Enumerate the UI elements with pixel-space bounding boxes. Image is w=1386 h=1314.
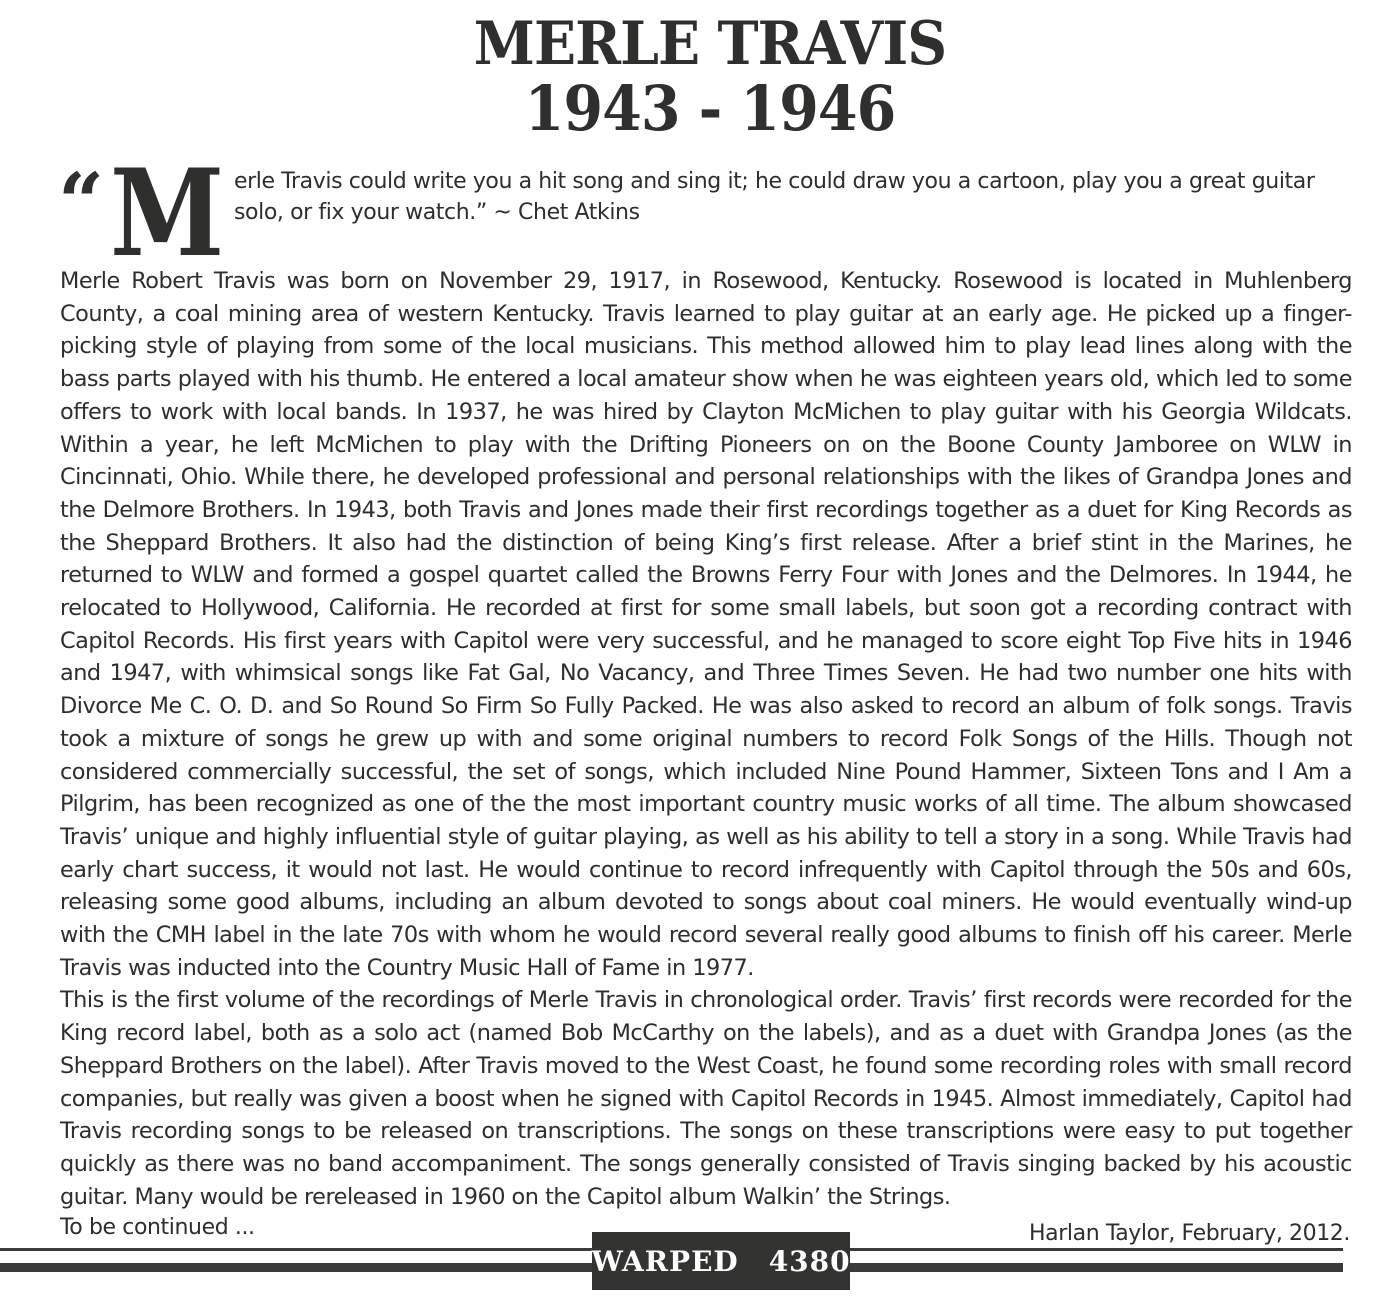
title-years: 1943 - 1946 xyxy=(524,72,896,145)
footer-rule-thick-left xyxy=(0,1263,592,1272)
label-name: WARPED xyxy=(591,1244,739,1278)
page-title xyxy=(0,9,1386,145)
footer-rule-thick-right xyxy=(850,1263,1343,1272)
catalog-badge xyxy=(592,1232,850,1290)
liner-notes-body xyxy=(60,265,1352,1213)
to-be-continued: To be continued ... xyxy=(60,1215,255,1240)
footer-rule-thin-left xyxy=(0,1248,592,1251)
body-paragraph-2: This is the first volume of the recordings of Merle Travis in chronological order. Travis’ first records were recorded for the King record label, both as a solo act (named Bob McCarthy on the labels), and as a duet with Grandpa Jones (as the Sheppard Brothers on the label). After Travis moved to the West Coast, he found some recording roles with small record companies, but really was given a boost when he signed with Capitol Records in 1945. Almost immediately, Capitol had Travis recording songs to be released on transcriptions. The songs on these transcriptions were easy to put together quickly as there was no band accompaniment. The songs generally consisted of Travis singing backed by his acoustic guitar. Many would be rereleased in 1960 on the Capitol album Walkin’ the Strings. xyxy=(60,987,1352,1210)
quote-text: erle Travis could write you a hit song and sing it; he could draw you a cartoon, play you a great guitar solo, or fix your watch.” ~ Chet Atkins xyxy=(234,169,1315,225)
catalog-number: 4380 xyxy=(768,1244,851,1278)
body-paragraph-1: Merle Robert Travis was born on November 29, 1917, in Rosewood, Kentucky. Rosewood is located in Muhlenberg County, a coal mining area of western Kentucky. Travis learned to play guitar at an early age. He picked up a finger-picking style of playing from some of the local musicians. This method allowed him to play lead lines along with the bass parts played with his thumb. He entered a local amateur show when he was eighteen years old, which led to some offers to work with local bands. In 1937, he was hired by Clayton McMichen to play guitar with his Georgia Wildcats. Within a year, he left McMichen to play with the Drifting Pioneers on on the Boone County Jamboree on WLW in Cincinnati, Ohio. While there, he developed professional and personal relationships with the likes of Grandpa Jones and the Delmore Brothers. In 1943, both Travis and Jones made their first recordings together as a duet for King Records as the Sheppard Brothers. It also had the distinction of being King’s first release. After a brief stint in the Marines, he returned to WLW and formed a gospel quartet called the Browns Ferry Four with Jones and the Delmores. In 1944, he relocated to Hollywood, California. He recorded at first for some small labels, but soon got a recording contract with Capitol Records. His first years with Capitol were very successful, and he managed to score eight Top Five hits in 1946 and 1947, with whimsical songs like Fat Gal, No Vacancy, and Three Times Seven. He had two number one hits with Divorce Me C. O. D. and So Round So Firm So Fully Packed. He was also asked to record an album of folk songs. Travis took a mixture of songs he grew up with and some original numbers to record Folk Songs of the Hills. Though not considered commercially successful, the set of songs, which included Nine Pound Hammer, Sixteen Tons and I Am a Pilgrim, has been recognized as one of the the most important country music works of all time. The album showcased Travis’ unique and highly influential style of guitar playing, as well as his ability to tell a story in a song. While Travis had early chart success, it would not last. He would continue to record infrequently with Capitol through the 50s and 60s, releasing some good albums, including an album devoted to songs about coal miners. He would eventually wind-up with the CMH label in the late 70s with whom he would record several really good albums to finish off his career. Merle Travis was inducted into the Country Music Hall of Fame in 1977. xyxy=(60,268,1352,981)
open-quote-mark: “ xyxy=(58,155,105,249)
drop-cap: M xyxy=(110,143,225,284)
author-signature: Harlan Taylor, February, 2012. xyxy=(1029,1221,1350,1246)
footer-rule-thin-right xyxy=(850,1248,1343,1251)
opening-quote xyxy=(58,143,1358,284)
title-artist: MERLE TRAVIS xyxy=(473,9,947,79)
